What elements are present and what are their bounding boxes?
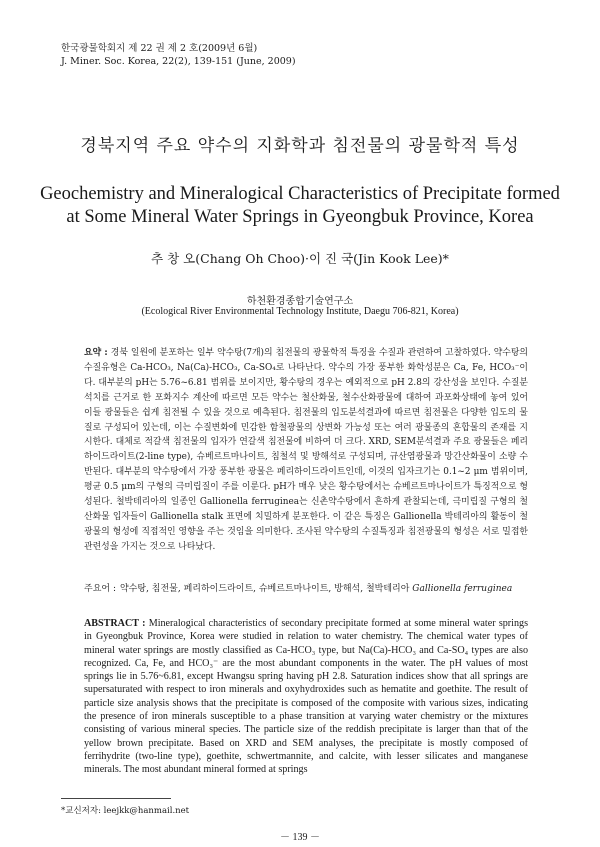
page-number: － 139 －	[280, 832, 320, 843]
keywords-label: 주요어 :	[84, 584, 116, 594]
abstract-korean	[84, 346, 528, 555]
paper-title-english: Geochemistry and Mineralogical Characteristics of Precipitate formed at Some Mineral Water Springs in Gyeongbuk Province, Korea	[40, 184, 560, 227]
abstract-english-text: Mineralogical characteristics of secondary precipitate formed at some mineral water springs in Gyeongbuk Province, Korea were studied in relation to water chemistry. The chemical water types of mineral water springs are mostly classified as Ca-HCO₃ type, but Na(Ca)-HCO₃ and Ca-SO₄ types are also recognized. Ca, Fe, and HCO₃⁻ are the most abundant components in the water. The pH values of most springs lie in 5.76~6.81, except Hwangsu spring having pH 2.8. Saturation indices show that all springs are supersaturated with respect to iron minerals and oxyhydroxides such as hematite and goethite. The result of particle size analysis shows that the precipitate is composed of the composite with various sizes, indicating the presence of iron minerals susceptible to a phase transition at varying water chemistry or the mixtures consisting of various mineral species. The particle size of the reddish precipitate is larger than that of the yellow brown precipitate. Based on XRD and SEM analyses, the precipitate is mostly composed of ferrihydrite (two-line type), goethite, schwertmannite, and calcite, with lesser silicates and manganese minerals. The most abundant mineral formed at springs	[84, 618, 528, 776]
author-list: 추 창 오(Chang Oh Choo)·이 진 국(Jin Kook Lee)*	[151, 251, 449, 266]
paper-title-korean: 경북지역 주요 약수의 지화학과 침전물의 광물학적 특성	[80, 136, 520, 156]
affiliation-english: (Ecological River Environmental Technology Institute, Daegu 706-821, Korea)	[141, 306, 459, 317]
keywords-species: Gallionella ferruginea	[412, 584, 513, 594]
abstract-english-label: ABSTRACT :	[84, 618, 146, 629]
journal-citation-english: J. Miner. Soc. Korea, 22(2), 139-151 (June, 2009)	[61, 56, 296, 67]
abstract-english	[84, 617, 528, 777]
abstract-korean-label: 요약 :	[84, 348, 108, 358]
keywords-text: 약수탕, 침전물, 페리하이드라이트, 슈베르트마나이트, 방해석, 철박테리아	[119, 584, 410, 594]
keywords-list	[120, 583, 528, 596]
journal-citation-korean: 한국광물학회지 제 22 권 제 2 호(2009년 6월)	[61, 43, 258, 54]
corresponding-author-footnote: *교신저자: leejkk@hanmail.net	[61, 806, 190, 816]
keywords-korean	[84, 583, 528, 596]
affiliation-korean: 하천환경종합기술연구소	[246, 296, 354, 307]
abstract-korean-text: 경북 일원에 분포하는 일부 약수탕(7개)의 침전물의 광물학적 특징을 수질과 관련하여 고찰하였다. 약수탕의 수질유형은 Ca-HCO₃, Na(Ca)-HCO₃, Ca-SO₄로 나타난다. 약수의 가장 풍부한 화학성분은 Ca, Fe, HCO₃⁻이다. 대부분의 pH는 5.76~6.81 범위를 보이지만, 황수탕의 경우는 예외적으로 pH 2.8의 강산성을 보인다. 수질분석치를 근거로 한 포화지수 계산에 따르면 모든 약수는 철산화물, 철수산화광물에 대하여 과포화상태에 놓여 있어 이들 광물들은 쉽게 침전될 수 있을 것으로 예측된다. 침전물의 입도분석결과에 따르면 침전물은 다양한 입도의 물질로 구성되어 있는데, 이는 수질변화에 민감한 함철광물의 상변화 가능성 또는 여러 광물종의 혼합물의 존재를 지시한다. 대체로 적갈색 침전물의 입자가 연갈색 침전물에 비하여 더 크다. XRD, SEM분석결과 주요 광물들은 페리하이드라이트(2-line type), 슈베르트마나이트, 침철석 및 방해석로 구성되며, 규산염광물과 망간산화물이 소량 수반된다. 대부분의 약수탕에서 가장 풍부한 광물은 페리하이드라이트인데, 이것의 입자크기는 0.1~2 μm 범위이며, 평균 0.5 μm의 구형의 극미립질이 주를 이룬다. pH가 매우 낮은 황수탕에서는 슈베르트마나이트가 특징적으로 형성된다. 철박테리아의 일종인 Gallionella ferruginea는 신촌약수탕에서 흔하게 관찰되는데, 극미립질 구형의 철산화물 입자들이 Gallionella stalk 표면에 치밀하게 분포한다. 이 같은 특징은 Gallionella 박테리아의 활동이 철광물의 형성에 직접적인 영향을 주는 것임을 의미한다. 조사된 약수탕의 수질특징과 침전광물의 형성은 서로 밀접한 관련성을 가지는 것으로 나타났다.	[84, 348, 529, 552]
footnote-divider	[61, 798, 171, 799]
